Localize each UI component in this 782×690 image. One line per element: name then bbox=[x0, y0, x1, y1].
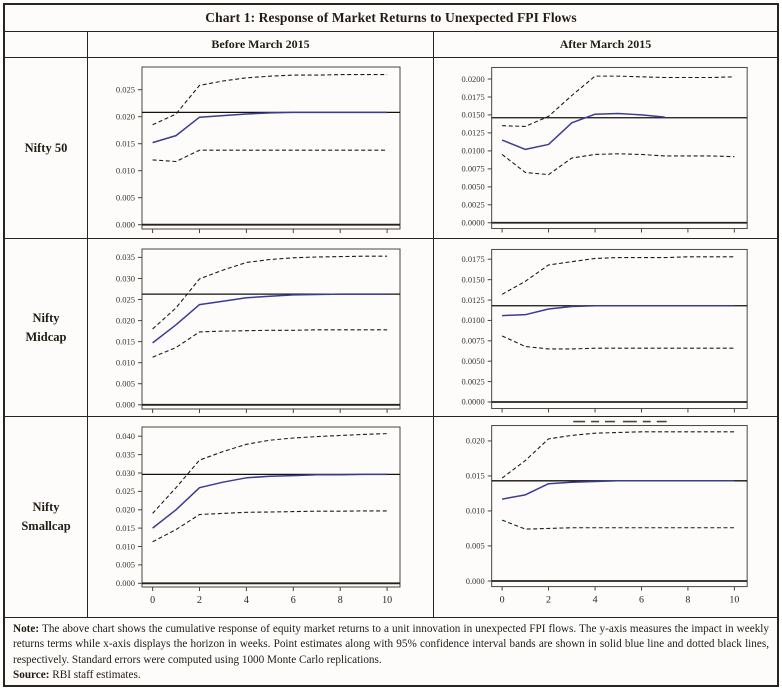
svg-text:0.0150: 0.0150 bbox=[461, 274, 485, 285]
svg-text:0.0100: 0.0100 bbox=[461, 145, 485, 156]
svg-text:0.0050: 0.0050 bbox=[461, 356, 485, 367]
svg-text:0.005: 0.005 bbox=[115, 559, 135, 570]
svg-text:6: 6 bbox=[290, 595, 296, 607]
svg-text:0.010: 0.010 bbox=[115, 541, 135, 552]
column-header-after: After March 2015 bbox=[433, 32, 777, 58]
svg-text:0.000: 0.000 bbox=[115, 399, 135, 410]
svg-text:0.0000: 0.0000 bbox=[461, 396, 485, 407]
svg-text:0.0200: 0.0200 bbox=[461, 73, 485, 84]
svg-text:0.020: 0.020 bbox=[115, 315, 135, 326]
svg-text:0.020: 0.020 bbox=[115, 111, 135, 122]
header-empty-cell bbox=[5, 32, 87, 58]
svg-text:0.010: 0.010 bbox=[465, 505, 485, 516]
chart-nifty-smallcap-after bbox=[434, 417, 777, 617]
row-label-nifty-50: Nifty 50 bbox=[5, 58, 87, 239]
svg-text:0.035: 0.035 bbox=[115, 449, 135, 460]
chart-nifty-midcap-after bbox=[434, 239, 777, 416]
svg-text:0.025: 0.025 bbox=[115, 486, 135, 497]
svg-text:0.0100: 0.0100 bbox=[461, 315, 485, 326]
svg-text:0.0000: 0.0000 bbox=[461, 217, 485, 228]
svg-text:0.0175: 0.0175 bbox=[461, 91, 485, 102]
chart-nifty-midcap-before bbox=[88, 239, 433, 416]
svg-text:0.0175: 0.0175 bbox=[461, 254, 485, 265]
svg-text:8: 8 bbox=[685, 594, 691, 606]
note-text: The above chart shows the cumulative response of equity market returns to a unit innovation in unexpected FPI flows. The y-axis measures the impact in weekly returns terms while x-axis displays the horizon in weeks. Point estimates along with 95% confidence interval bands are shown in solid blue line and dotted black lines, respectively. Standard errors were computed using 1000 Monte Carlo replications. bbox=[13, 623, 769, 666]
svg-text:0.010: 0.010 bbox=[115, 165, 135, 176]
svg-text:0.005: 0.005 bbox=[465, 540, 485, 551]
svg-text:0.030: 0.030 bbox=[115, 467, 135, 478]
svg-text:2: 2 bbox=[197, 595, 202, 607]
chart-nifty-50-before bbox=[88, 58, 433, 238]
figure-footer bbox=[5, 618, 777, 685]
figure-title-text: Chart 1: Response of Market Returns to Unexpected FPI Flows bbox=[205, 10, 577, 26]
svg-text:4: 4 bbox=[243, 595, 249, 607]
figure-note bbox=[13, 622, 769, 668]
svg-text:6: 6 bbox=[639, 594, 644, 606]
svg-text:0.0150: 0.0150 bbox=[461, 109, 485, 120]
figure-title bbox=[5, 5, 777, 32]
chart-cell bbox=[87, 58, 433, 239]
svg-text:0.015: 0.015 bbox=[115, 138, 135, 149]
svg-text:0.0075: 0.0075 bbox=[461, 163, 485, 174]
svg-text:0.035: 0.035 bbox=[115, 252, 135, 263]
svg-text:0.000: 0.000 bbox=[115, 578, 135, 589]
svg-text:0.015: 0.015 bbox=[465, 470, 485, 481]
svg-text:0.025: 0.025 bbox=[115, 84, 135, 95]
svg-text:0.015: 0.015 bbox=[115, 522, 135, 533]
svg-text:0.005: 0.005 bbox=[115, 192, 135, 203]
row-label-nifty-smallcap: Nifty Smallcap bbox=[5, 417, 87, 618]
svg-text:0.000: 0.000 bbox=[465, 575, 485, 586]
svg-text:0.040: 0.040 bbox=[115, 431, 135, 442]
chart-nifty-50-after bbox=[434, 58, 777, 238]
chart-cell bbox=[87, 417, 433, 618]
svg-text:0.0125: 0.0125 bbox=[461, 127, 485, 138]
svg-text:0.010: 0.010 bbox=[115, 357, 135, 368]
svg-text:0.025: 0.025 bbox=[115, 294, 135, 305]
svg-text:0.020: 0.020 bbox=[465, 435, 485, 446]
svg-text:0: 0 bbox=[499, 594, 505, 606]
row-label-nifty-midcap: Nifty Midcap bbox=[5, 239, 87, 417]
svg-text:4: 4 bbox=[592, 594, 598, 606]
chart-cell bbox=[433, 58, 777, 239]
source-text: RBI staff estimates. bbox=[52, 668, 141, 681]
svg-text:0.0025: 0.0025 bbox=[461, 199, 485, 210]
svg-text:10: 10 bbox=[382, 595, 393, 607]
svg-text:8: 8 bbox=[337, 595, 343, 607]
svg-text:0: 0 bbox=[150, 595, 156, 607]
svg-text:0.0075: 0.0075 bbox=[461, 335, 485, 346]
chart-nifty-smallcap-before bbox=[88, 417, 433, 617]
svg-text:10: 10 bbox=[729, 594, 740, 606]
figure-source bbox=[13, 668, 769, 683]
chart-cell bbox=[433, 417, 777, 618]
chart-cell bbox=[87, 239, 433, 417]
source-label: Source: bbox=[13, 668, 50, 681]
svg-text:0.0125: 0.0125 bbox=[461, 294, 485, 305]
svg-text:0.000: 0.000 bbox=[115, 219, 135, 230]
svg-text:0.015: 0.015 bbox=[115, 336, 135, 347]
chart-cell bbox=[433, 239, 777, 417]
svg-text:0.005: 0.005 bbox=[115, 378, 135, 389]
chart-figure bbox=[3, 3, 779, 687]
svg-text:0.020: 0.020 bbox=[115, 504, 135, 515]
note-label: Note: bbox=[13, 623, 40, 636]
svg-text:0.0050: 0.0050 bbox=[461, 181, 485, 192]
svg-text:0.0025: 0.0025 bbox=[461, 376, 485, 387]
svg-text:2: 2 bbox=[546, 594, 552, 606]
svg-text:0.030: 0.030 bbox=[115, 273, 135, 284]
column-header-before: Before March 2015 bbox=[87, 32, 433, 58]
chart-grid bbox=[5, 32, 777, 618]
